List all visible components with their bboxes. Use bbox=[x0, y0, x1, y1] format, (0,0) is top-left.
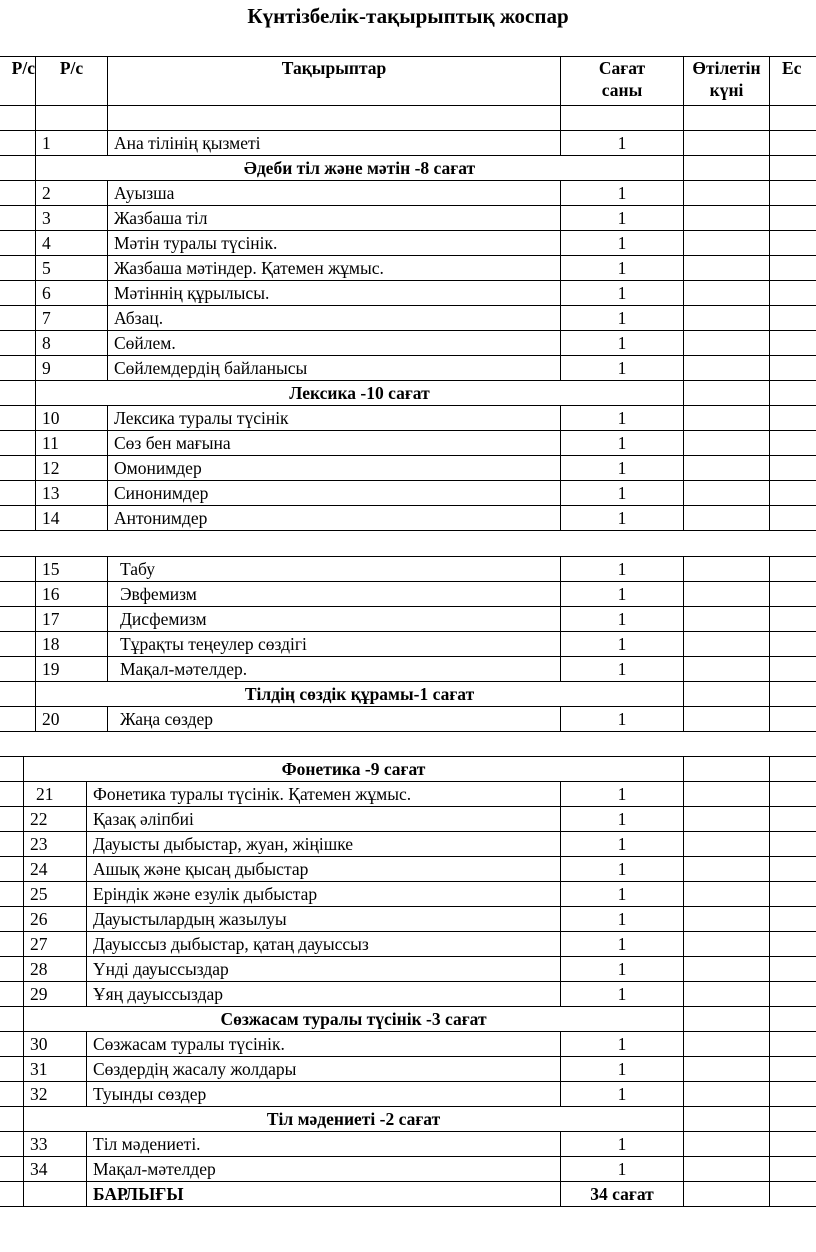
empty-cell bbox=[0, 1157, 24, 1182]
lesson-number: 29 bbox=[24, 982, 87, 1007]
empty-cell bbox=[0, 1107, 24, 1132]
empty-cell bbox=[0, 331, 36, 356]
col-header-rs-left: Р/с bbox=[0, 57, 36, 106]
empty-cell bbox=[0, 306, 36, 331]
notes-cell bbox=[770, 782, 816, 807]
lesson-topic: Дисфемизм bbox=[108, 607, 561, 632]
lesson-topic: Синонимдер bbox=[108, 481, 561, 506]
lesson-topic: Сөйлем. bbox=[108, 331, 561, 356]
date-cell bbox=[684, 1082, 770, 1107]
table-row bbox=[0, 456, 816, 481]
empty-cell bbox=[0, 1082, 24, 1107]
lesson-hours: 1 bbox=[561, 832, 684, 857]
notes-cell bbox=[770, 131, 816, 156]
lesson-hours: 1 bbox=[561, 582, 684, 607]
empty-cell bbox=[0, 1182, 24, 1207]
date-cell bbox=[684, 857, 770, 882]
date-cell bbox=[684, 957, 770, 982]
empty-cell bbox=[770, 381, 816, 406]
lesson-topic: Табу bbox=[108, 557, 561, 582]
empty-cell bbox=[0, 1057, 24, 1082]
empty-cell bbox=[770, 1107, 816, 1132]
total-hours: 34 сағат bbox=[561, 1182, 684, 1207]
lesson-number: 3 bbox=[36, 206, 108, 231]
empty-cell bbox=[684, 106, 770, 131]
empty-cell bbox=[684, 1007, 770, 1032]
empty-cell bbox=[0, 231, 36, 256]
lesson-number: 5 bbox=[36, 256, 108, 281]
lesson-topic: Сөзжасам туралы түсінік. bbox=[87, 1032, 561, 1057]
lesson-topic: Ұяң дауыссыздар bbox=[87, 982, 561, 1007]
notes-cell bbox=[770, 256, 816, 281]
table-row bbox=[0, 231, 816, 256]
lesson-number: 26 bbox=[24, 907, 87, 932]
table-row bbox=[0, 857, 816, 882]
lesson-hours: 1 bbox=[561, 632, 684, 657]
lesson-hours: 1 bbox=[561, 657, 684, 682]
notes-cell bbox=[770, 356, 816, 381]
empty-cell bbox=[0, 381, 36, 406]
notes-cell bbox=[770, 957, 816, 982]
date-cell bbox=[684, 1057, 770, 1082]
empty-cell bbox=[770, 757, 816, 782]
section-title: Лексика -10 сағат bbox=[36, 381, 684, 406]
table-row bbox=[0, 807, 816, 832]
empty-cell bbox=[0, 181, 36, 206]
page-title: Күнтізбелік-тақырыптық жоспар bbox=[247, 4, 569, 28]
lesson-number: 8 bbox=[36, 331, 108, 356]
notes-cell bbox=[770, 607, 816, 632]
lesson-number: 22 bbox=[24, 807, 87, 832]
empty-cell bbox=[770, 1182, 816, 1207]
lesson-topic: Сөйлемдердің байланысы bbox=[108, 356, 561, 381]
empty-cell bbox=[0, 431, 36, 456]
empty-cell bbox=[770, 682, 816, 707]
lesson-topic: Қазақ әліпбиі bbox=[87, 807, 561, 832]
col-header-number: Р/с bbox=[36, 57, 108, 106]
section-title: Тіл мәдениеті -2 сағат bbox=[24, 1107, 684, 1132]
lesson-number: 1 bbox=[36, 131, 108, 156]
date-cell bbox=[684, 1132, 770, 1157]
table-row bbox=[0, 707, 816, 732]
lesson-hours: 1 bbox=[561, 707, 684, 732]
empty-cell bbox=[0, 832, 24, 857]
date-cell bbox=[684, 632, 770, 657]
empty-cell bbox=[0, 557, 36, 582]
date-cell bbox=[684, 932, 770, 957]
table-row bbox=[0, 331, 816, 356]
table-row bbox=[0, 1082, 816, 1107]
lesson-hours: 1 bbox=[561, 206, 684, 231]
empty-cell bbox=[0, 882, 24, 907]
section-title: Әдеби тіл және мәтін -8 сағат bbox=[36, 156, 684, 181]
section-title: Фонетика -9 сағат bbox=[24, 757, 684, 782]
lesson-number: 4 bbox=[36, 231, 108, 256]
empty-cell bbox=[0, 256, 36, 281]
notes-cell bbox=[770, 557, 816, 582]
table-row bbox=[0, 832, 816, 857]
lesson-number: 27 bbox=[24, 932, 87, 957]
empty-cell bbox=[0, 657, 36, 682]
empty-cell bbox=[108, 106, 561, 131]
lesson-hours: 1 bbox=[561, 857, 684, 882]
table-row bbox=[0, 1057, 816, 1082]
date-cell bbox=[684, 331, 770, 356]
date-cell bbox=[684, 557, 770, 582]
empty-cell bbox=[770, 156, 816, 181]
lesson-hours: 1 bbox=[561, 306, 684, 331]
empty-cell bbox=[0, 857, 24, 882]
lesson-number: 17 bbox=[36, 607, 108, 632]
notes-cell bbox=[770, 582, 816, 607]
lesson-topic: Еріндік және езулік дыбыстар bbox=[87, 882, 561, 907]
table-row bbox=[0, 131, 816, 156]
table-row bbox=[0, 632, 816, 657]
lesson-hours: 1 bbox=[561, 907, 684, 932]
lesson-hours: 1 bbox=[561, 1157, 684, 1182]
lesson-number: 30 bbox=[24, 1032, 87, 1057]
empty-cell bbox=[0, 632, 36, 657]
table-row bbox=[0, 882, 816, 907]
table-row bbox=[0, 406, 816, 431]
lesson-hours: 1 bbox=[561, 982, 684, 1007]
empty-cell bbox=[0, 106, 36, 131]
total-row bbox=[0, 1182, 816, 1207]
empty-cell bbox=[36, 106, 108, 131]
section-title: Тілдің сөздік құрамы-1 сағат bbox=[36, 682, 684, 707]
empty-cell bbox=[0, 1132, 24, 1157]
lesson-hours: 1 bbox=[561, 131, 684, 156]
lesson-hours: 1 bbox=[561, 1082, 684, 1107]
date-cell bbox=[684, 707, 770, 732]
table-row bbox=[0, 356, 816, 381]
empty-cell bbox=[0, 456, 36, 481]
notes-cell bbox=[770, 707, 816, 732]
lesson-topic: Үнді дауыссыздар bbox=[87, 957, 561, 982]
col-header-topic: Тақырыптар bbox=[108, 57, 561, 106]
lesson-topic: Абзац. bbox=[108, 306, 561, 331]
table-row bbox=[0, 481, 816, 506]
notes-cell bbox=[770, 857, 816, 882]
lesson-hours: 1 bbox=[561, 281, 684, 306]
lesson-topic: Дауысты дыбыстар, жуан, жіңішке bbox=[87, 832, 561, 857]
lesson-hours: 1 bbox=[561, 607, 684, 632]
section-row bbox=[0, 682, 816, 707]
notes-cell bbox=[770, 932, 816, 957]
date-cell bbox=[684, 907, 770, 932]
notes-cell bbox=[770, 657, 816, 682]
lesson-hours: 1 bbox=[561, 356, 684, 381]
notes-cell bbox=[770, 1082, 816, 1107]
lesson-number: 31 bbox=[24, 1057, 87, 1082]
section-row bbox=[0, 156, 816, 181]
empty-cell bbox=[0, 982, 24, 1007]
lesson-number: 20 bbox=[36, 707, 108, 732]
table-row bbox=[0, 907, 816, 932]
date-cell bbox=[684, 406, 770, 431]
notes-cell bbox=[770, 832, 816, 857]
lesson-hours: 1 bbox=[561, 557, 684, 582]
notes-cell bbox=[770, 331, 816, 356]
empty-cell bbox=[561, 106, 684, 131]
notes-cell bbox=[770, 1132, 816, 1157]
date-cell bbox=[684, 506, 770, 531]
lesson-number: 18 bbox=[36, 632, 108, 657]
lesson-topic: Омонимдер bbox=[108, 456, 561, 481]
lesson-number: 16 bbox=[36, 582, 108, 607]
lesson-topic: Мақал-мәтелдер bbox=[87, 1157, 561, 1182]
section-row bbox=[0, 1007, 816, 1032]
empty-cell bbox=[0, 907, 24, 932]
empty-cell bbox=[0, 131, 36, 156]
empty-cell bbox=[0, 757, 24, 782]
lesson-hours: 1 bbox=[561, 1032, 684, 1057]
notes-cell bbox=[770, 982, 816, 1007]
lesson-topic: Мәтіннің құрылысы. bbox=[108, 281, 561, 306]
table-row bbox=[0, 557, 816, 582]
empty-cell bbox=[24, 1182, 87, 1207]
empty-cell bbox=[0, 206, 36, 231]
empty-cell bbox=[0, 406, 36, 431]
empty-cell bbox=[0, 356, 36, 381]
notes-cell bbox=[770, 481, 816, 506]
lesson-number: 32 bbox=[24, 1082, 87, 1107]
date-cell bbox=[684, 231, 770, 256]
lesson-number: 2 bbox=[36, 181, 108, 206]
lesson-topic: Антонимдер bbox=[108, 506, 561, 531]
notes-cell bbox=[770, 882, 816, 907]
notes-cell bbox=[770, 807, 816, 832]
date-cell bbox=[684, 206, 770, 231]
table-row bbox=[0, 782, 816, 807]
notes-cell bbox=[770, 456, 816, 481]
notes-cell bbox=[770, 231, 816, 256]
lesson-hours: 1 bbox=[561, 331, 684, 356]
date-cell bbox=[684, 306, 770, 331]
empty-cell bbox=[0, 281, 36, 306]
table-row bbox=[0, 306, 816, 331]
table-row bbox=[0, 181, 816, 206]
lesson-topic: Жаңа сөздер bbox=[108, 707, 561, 732]
date-cell bbox=[684, 356, 770, 381]
lesson-topic: Сөз бен мағына bbox=[108, 431, 561, 456]
empty-cell bbox=[684, 156, 770, 181]
lesson-topic: Ашық және қысаң дыбыстар bbox=[87, 857, 561, 882]
date-cell bbox=[684, 431, 770, 456]
empty-cell bbox=[0, 682, 36, 707]
empty-cell bbox=[0, 782, 24, 807]
notes-cell bbox=[770, 181, 816, 206]
empty-cell bbox=[684, 757, 770, 782]
empty-cell bbox=[684, 682, 770, 707]
lesson-number: 15 bbox=[36, 557, 108, 582]
lesson-topic: Сөздердің жасалу жолдары bbox=[87, 1057, 561, 1082]
notes-cell bbox=[770, 206, 816, 231]
empty-cell bbox=[0, 932, 24, 957]
lesson-topic: Жазбаша мәтіндер. Қатемен жұмыс. bbox=[108, 256, 561, 281]
date-cell bbox=[684, 481, 770, 506]
section-title: Сөзжасам туралы түсінік -3 сағат bbox=[24, 1007, 684, 1032]
blank-row bbox=[0, 106, 816, 131]
empty-cell bbox=[0, 156, 36, 181]
lesson-topic: Ауызша bbox=[108, 181, 561, 206]
lesson-number: 9 bbox=[36, 356, 108, 381]
lesson-hours: 1 bbox=[561, 256, 684, 281]
lesson-number: 19 bbox=[36, 657, 108, 682]
col-header-date: Өтілетін күні bbox=[684, 57, 770, 106]
table-row bbox=[0, 206, 816, 231]
notes-cell bbox=[770, 632, 816, 657]
empty-cell bbox=[0, 481, 36, 506]
table-row bbox=[0, 256, 816, 281]
empty-cell bbox=[0, 807, 24, 832]
table-row bbox=[0, 932, 816, 957]
lesson-topic: Мәтін туралы түсінік. bbox=[108, 231, 561, 256]
lesson-topic: Ана тілінің қызметі bbox=[108, 131, 561, 156]
date-cell bbox=[684, 782, 770, 807]
lesson-hours: 1 bbox=[561, 1057, 684, 1082]
lesson-hours: 1 bbox=[561, 181, 684, 206]
lesson-number: 25 bbox=[24, 882, 87, 907]
lesson-number: 28 bbox=[24, 957, 87, 982]
section-row bbox=[0, 1107, 816, 1132]
empty-cell bbox=[684, 1107, 770, 1132]
table-row bbox=[0, 957, 816, 982]
lesson-hours: 1 bbox=[561, 782, 684, 807]
lesson-number: 10 bbox=[36, 406, 108, 431]
empty-cell bbox=[0, 707, 36, 732]
lesson-hours: 1 bbox=[561, 932, 684, 957]
date-cell bbox=[684, 131, 770, 156]
notes-cell bbox=[770, 1032, 816, 1057]
date-cell bbox=[684, 582, 770, 607]
empty-cell bbox=[0, 1007, 24, 1032]
empty-cell bbox=[0, 957, 24, 982]
table-row bbox=[0, 607, 816, 632]
notes-cell bbox=[770, 1157, 816, 1182]
lesson-number: 6 bbox=[36, 281, 108, 306]
date-cell bbox=[684, 256, 770, 281]
lesson-topic: Дауыстылардың жазылуы bbox=[87, 907, 561, 932]
lesson-hours: 1 bbox=[561, 406, 684, 431]
empty-cell bbox=[0, 506, 36, 531]
table-header-row bbox=[0, 57, 816, 106]
table-row bbox=[0, 1032, 816, 1057]
lesson-number: 33 bbox=[24, 1132, 87, 1157]
notes-cell bbox=[770, 406, 816, 431]
plan-table-part-3 bbox=[0, 756, 816, 1207]
lesson-number: 7 bbox=[36, 306, 108, 331]
lesson-hours: 1 bbox=[561, 431, 684, 456]
lesson-hours: 1 bbox=[561, 882, 684, 907]
table-row bbox=[0, 281, 816, 306]
lesson-number: 34 bbox=[24, 1157, 87, 1182]
lesson-topic: Эвфемизм bbox=[108, 582, 561, 607]
lesson-number: 24 bbox=[24, 857, 87, 882]
lesson-hours: 1 bbox=[561, 506, 684, 531]
lesson-topic: Лексика туралы түсінік bbox=[108, 406, 561, 431]
lesson-topic: Тіл мәдениеті. bbox=[87, 1132, 561, 1157]
table-row bbox=[0, 982, 816, 1007]
date-cell bbox=[684, 456, 770, 481]
lesson-topic: Тұрақты теңеулер сөздігі bbox=[108, 632, 561, 657]
date-cell bbox=[684, 181, 770, 206]
col-header-notes: Ес bbox=[770, 57, 816, 106]
date-cell bbox=[684, 882, 770, 907]
date-cell bbox=[684, 1157, 770, 1182]
lesson-topic: Жазбаша тіл bbox=[108, 206, 561, 231]
lesson-number: 11 bbox=[36, 431, 108, 456]
lesson-number: 21 bbox=[24, 782, 87, 807]
date-cell bbox=[684, 281, 770, 306]
lesson-hours: 1 bbox=[561, 1132, 684, 1157]
empty-cell bbox=[770, 106, 816, 131]
lesson-hours: 1 bbox=[561, 231, 684, 256]
table-row bbox=[0, 431, 816, 456]
table-row bbox=[0, 657, 816, 682]
plan-table-part-1 bbox=[0, 56, 816, 531]
lesson-hours: 1 bbox=[561, 481, 684, 506]
empty-cell bbox=[770, 1007, 816, 1032]
empty-cell bbox=[0, 1032, 24, 1057]
lesson-hours: 1 bbox=[561, 957, 684, 982]
date-cell bbox=[684, 982, 770, 1007]
lesson-number: 23 bbox=[24, 832, 87, 857]
notes-cell bbox=[770, 1057, 816, 1082]
empty-cell bbox=[0, 582, 36, 607]
lesson-topic: Туынды сөздер bbox=[87, 1082, 561, 1107]
lesson-number: 13 bbox=[36, 481, 108, 506]
lesson-topic: Дауыссыз дыбыстар, қатаң дауыссыз bbox=[87, 932, 561, 957]
lesson-number: 14 bbox=[36, 506, 108, 531]
plan-table-part-2 bbox=[0, 556, 816, 732]
table-row bbox=[0, 506, 816, 531]
col-header-hours: Сағат саны bbox=[561, 57, 684, 106]
empty-cell bbox=[684, 381, 770, 406]
notes-cell bbox=[770, 506, 816, 531]
notes-cell bbox=[770, 281, 816, 306]
empty-cell bbox=[0, 607, 36, 632]
date-cell bbox=[684, 657, 770, 682]
empty-cell bbox=[684, 1182, 770, 1207]
notes-cell bbox=[770, 306, 816, 331]
section-row bbox=[0, 381, 816, 406]
section-row bbox=[0, 757, 816, 782]
date-cell bbox=[684, 807, 770, 832]
date-cell bbox=[684, 1032, 770, 1057]
date-cell bbox=[684, 832, 770, 857]
lesson-hours: 1 bbox=[561, 456, 684, 481]
table-row bbox=[0, 582, 816, 607]
notes-cell bbox=[770, 431, 816, 456]
date-cell bbox=[684, 607, 770, 632]
table-row bbox=[0, 1157, 816, 1182]
total-label: БАРЛЫҒЫ bbox=[87, 1182, 561, 1207]
table-row bbox=[0, 1132, 816, 1157]
lesson-topic: Фонетика туралы түсінік. Қатемен жұмыс. bbox=[87, 782, 561, 807]
lesson-topic: Мақал-мәтелдер. bbox=[108, 657, 561, 682]
lesson-hours: 1 bbox=[561, 807, 684, 832]
lesson-number: 12 bbox=[36, 456, 108, 481]
notes-cell bbox=[770, 907, 816, 932]
